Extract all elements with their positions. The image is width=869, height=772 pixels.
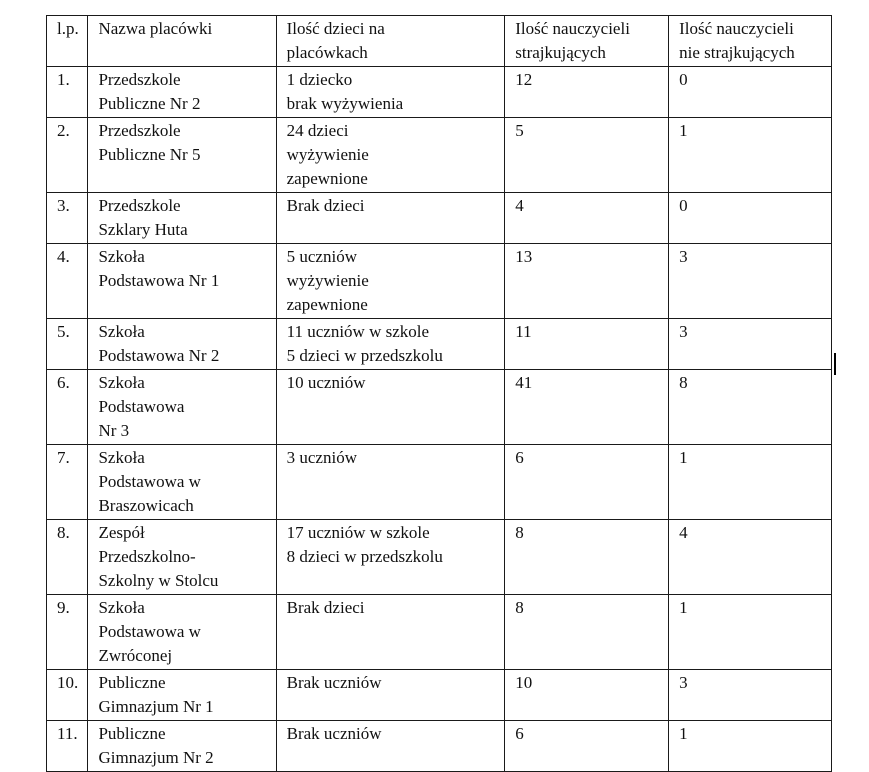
cell-facility-name: Szkoła Podstawowa Nr 2 <box>88 319 276 370</box>
table-row <box>47 520 832 595</box>
cell-striking-teachers: 8 <box>505 595 669 670</box>
cell-striking-teachers: 6 <box>505 445 669 520</box>
strike-table <box>46 15 832 772</box>
table-row <box>47 670 832 721</box>
cell-non-striking-teachers: 1 <box>669 721 832 772</box>
cell-facility-name: Zespół Przedszkolno- Szkolny w Stolcu <box>88 520 276 595</box>
cell-facility-name: Publiczne Gimnazjum Nr 2 <box>88 721 276 772</box>
table-row <box>47 244 832 319</box>
header-row <box>47 16 832 67</box>
cell-children-count: 24 dzieci wyżywienie zapewnione <box>276 118 505 193</box>
cell-non-striking-teachers: 1 <box>669 118 832 193</box>
cell-non-striking-teachers: 4 <box>669 520 832 595</box>
text-cursor <box>834 353 836 375</box>
cell-non-striking-teachers: 8 <box>669 370 832 445</box>
table-row <box>47 721 832 772</box>
cell-children-count: 11 uczniów w szkole 5 dzieci w przedszkolu <box>276 319 505 370</box>
cell-children-count: Brak dzieci <box>276 595 505 670</box>
cell-lp: 6. <box>47 370 88 445</box>
cell-non-striking-teachers: 0 <box>669 193 832 244</box>
cell-lp: 9. <box>47 595 88 670</box>
cell-non-striking-teachers: 3 <box>669 319 832 370</box>
header-striking-teachers: Ilość nauczycieli strajkujących <box>505 16 669 67</box>
cell-facility-name: Szkoła Podstawowa Nr 1 <box>88 244 276 319</box>
cell-striking-teachers: 12 <box>505 67 669 118</box>
cell-children-count: 17 uczniów w szkole 8 dzieci w przedszkolu <box>276 520 505 595</box>
cell-striking-teachers: 41 <box>505 370 669 445</box>
cell-striking-teachers: 11 <box>505 319 669 370</box>
cell-facility-name: Szkoła Podstawowa w Zwróconej <box>88 595 276 670</box>
cell-lp: 2. <box>47 118 88 193</box>
cell-lp: 1. <box>47 67 88 118</box>
cell-striking-teachers: 13 <box>505 244 669 319</box>
table-row <box>47 445 832 520</box>
table-row <box>47 67 832 118</box>
cell-striking-teachers: 4 <box>505 193 669 244</box>
header-facility-name: Nazwa placówki <box>88 16 276 67</box>
cell-striking-teachers: 8 <box>505 520 669 595</box>
cell-non-striking-teachers: 3 <box>669 670 832 721</box>
cell-children-count: Brak uczniów <box>276 721 505 772</box>
cell-facility-name: Przedszkole Szklary Huta <box>88 193 276 244</box>
cell-lp: 11. <box>47 721 88 772</box>
cell-children-count: Brak dzieci <box>276 193 505 244</box>
table-row <box>47 193 832 244</box>
table-row <box>47 595 832 670</box>
cell-non-striking-teachers: 3 <box>669 244 832 319</box>
cell-facility-name: Szkoła Podstawowa Nr 3 <box>88 370 276 445</box>
cell-non-striking-teachers: 0 <box>669 67 832 118</box>
cell-children-count: 10 uczniów <box>276 370 505 445</box>
cell-striking-teachers: 5 <box>505 118 669 193</box>
cell-facility-name: Przedszkole Publiczne Nr 5 <box>88 118 276 193</box>
table-row <box>47 370 832 445</box>
header-lp: l.p. <box>47 16 88 67</box>
cell-facility-name: Szkoła Podstawowa w Braszowicach <box>88 445 276 520</box>
cell-non-striking-teachers: 1 <box>669 595 832 670</box>
cell-lp: 7. <box>47 445 88 520</box>
cell-children-count: Brak uczniów <box>276 670 505 721</box>
table-row <box>47 319 832 370</box>
cell-children-count: 5 uczniów wyżywienie zapewnione <box>276 244 505 319</box>
header-non-striking-teachers: Ilość nauczycieli nie strajkujących <box>669 16 832 67</box>
cell-facility-name: Przedszkole Publiczne Nr 2 <box>88 67 276 118</box>
cell-striking-teachers: 10 <box>505 670 669 721</box>
table-body <box>47 67 832 772</box>
cell-non-striking-teachers: 1 <box>669 445 832 520</box>
cell-lp: 10. <box>47 670 88 721</box>
cell-children-count: 3 uczniów <box>276 445 505 520</box>
cell-lp: 4. <box>47 244 88 319</box>
header-children-count: Ilość dzieci na placówkach <box>276 16 505 67</box>
cell-lp: 5. <box>47 319 88 370</box>
cell-facility-name: Publiczne Gimnazjum Nr 1 <box>88 670 276 721</box>
cell-children-count: 1 dziecko brak wyżywienia <box>276 67 505 118</box>
cell-lp: 3. <box>47 193 88 244</box>
cell-striking-teachers: 6 <box>505 721 669 772</box>
cell-lp: 8. <box>47 520 88 595</box>
table-row <box>47 118 832 193</box>
